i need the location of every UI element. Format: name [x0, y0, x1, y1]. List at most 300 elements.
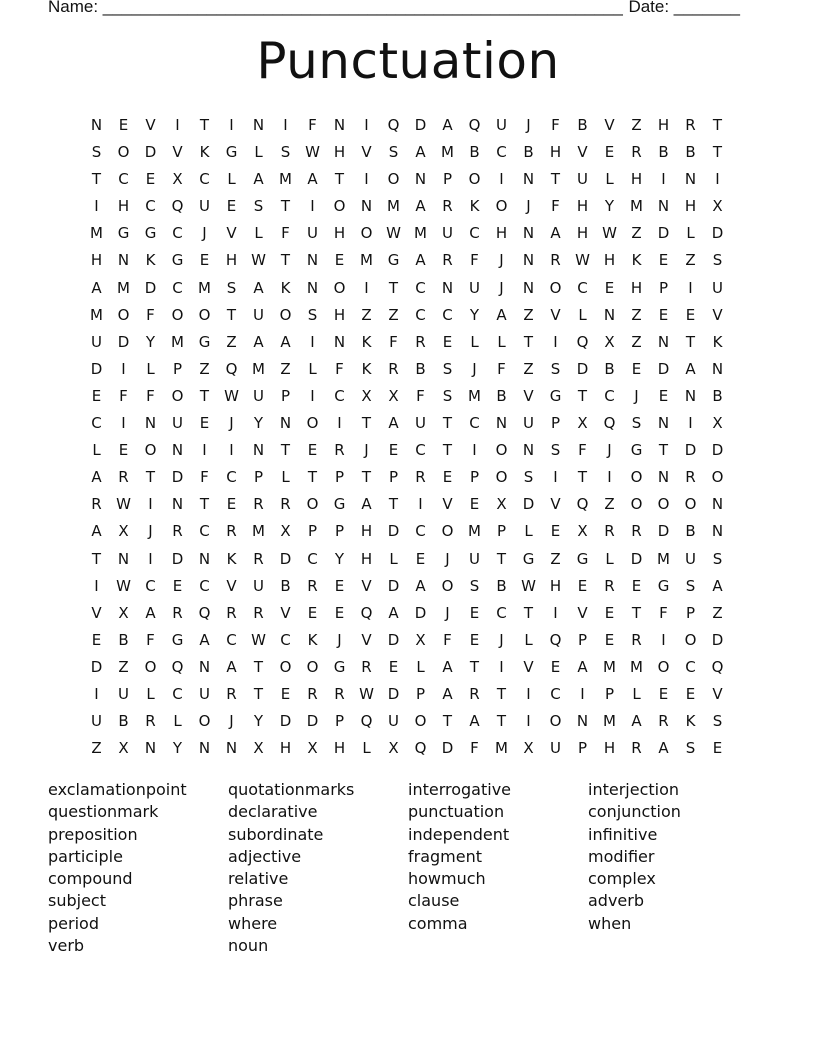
grid-letter[interactable]: O [657, 657, 670, 676]
grid-letter[interactable]: V [226, 224, 237, 243]
grid-letter[interactable]: R [469, 684, 480, 703]
grid-letter[interactable]: T [307, 468, 318, 487]
grid-letter[interactable]: H [333, 224, 346, 243]
grid-letter[interactable]: E [631, 576, 642, 595]
grid-letter[interactable]: U [388, 712, 399, 731]
grid-letter[interactable]: S [631, 414, 642, 433]
grid-letter[interactable]: K [307, 630, 318, 649]
grid-letter[interactable]: U [496, 116, 507, 134]
grid-letter[interactable]: G [333, 657, 346, 676]
grid-letter[interactable]: H [333, 143, 346, 162]
grid-letter[interactable]: R [442, 197, 453, 216]
grid-letter[interactable]: M [630, 197, 643, 216]
grid-letter[interactable]: T [658, 441, 669, 460]
grid-letter[interactable]: T [388, 278, 399, 297]
grid-letter[interactable]: C [226, 468, 237, 487]
grid-letter[interactable]: G [198, 332, 211, 351]
grid-letter[interactable]: C [307, 549, 318, 568]
grid-letter[interactable]: X [118, 739, 129, 758]
grid-letter[interactable]: V [550, 495, 561, 514]
grid-letter[interactable]: C [172, 278, 183, 297]
grid-letter[interactable]: E [469, 630, 480, 649]
grid-letter[interactable]: A [388, 603, 399, 622]
grid-letter[interactable]: Q [360, 712, 373, 731]
grid-letter[interactable]: D [144, 143, 157, 162]
grid-letter[interactable]: T [631, 603, 642, 622]
grid-letter[interactable]: I [661, 630, 666, 649]
grid-letter[interactable]: F [551, 197, 560, 216]
grid-letter[interactable]: T [388, 495, 399, 514]
grid-letter[interactable]: W [386, 224, 401, 243]
grid-letter[interactable]: U [685, 549, 696, 568]
grid-letter[interactable]: Z [631, 224, 642, 243]
grid-letter[interactable]: L [146, 359, 155, 378]
grid-letter[interactable]: A [415, 143, 426, 162]
grid-letter[interactable]: N [198, 657, 211, 676]
grid-letter[interactable]: O [630, 468, 643, 487]
grid-letter[interactable]: Q [576, 332, 589, 351]
grid-letter[interactable]: Z [388, 305, 399, 324]
grid-letter[interactable]: S [91, 143, 102, 162]
grid-letter[interactable]: P [685, 603, 696, 622]
grid-letter[interactable]: X [496, 495, 507, 514]
grid-letter[interactable]: Q [414, 739, 427, 758]
grid-letter[interactable]: L [281, 468, 290, 487]
grid-letter[interactable]: E [604, 278, 615, 297]
grid-letter[interactable]: K [631, 251, 642, 270]
grid-letter[interactable]: H [576, 197, 589, 216]
grid-letter[interactable]: L [524, 522, 533, 541]
grid-letter[interactable]: E [388, 441, 399, 460]
grid-letter[interactable]: C [415, 522, 426, 541]
grid-letter[interactable]: I [499, 170, 504, 189]
grid-letter[interactable]: K [361, 359, 372, 378]
grid-letter[interactable]: P [253, 468, 264, 487]
grid-letter[interactable]: G [387, 251, 400, 270]
grid-letter[interactable]: C [172, 684, 183, 703]
grid-letter[interactable]: J [445, 603, 450, 622]
grid-letter[interactable]: T [199, 495, 210, 514]
grid-letter[interactable]: L [308, 359, 317, 378]
grid-letter[interactable]: R [253, 549, 264, 568]
grid-letter[interactable]: I [310, 332, 315, 351]
grid-letter[interactable]: V [577, 603, 588, 622]
grid-letter[interactable]: G [144, 224, 157, 243]
grid-letter[interactable]: D [711, 224, 724, 243]
grid-letter[interactable]: T [280, 197, 291, 216]
grid-letter[interactable]: V [361, 143, 372, 162]
grid-letter[interactable]: M [90, 224, 103, 243]
grid-letter[interactable]: J [472, 359, 477, 378]
grid-letter[interactable]: Q [387, 116, 400, 134]
grid-letter[interactable]: L [605, 549, 614, 568]
grid-letter[interactable]: V [172, 143, 183, 162]
grid-letter[interactable]: I [499, 657, 504, 676]
grid-letter[interactable]: P [334, 522, 345, 541]
grid-letter[interactable]: D [522, 495, 535, 514]
grid-letter[interactable]: O [144, 441, 157, 460]
grid-letter[interactable]: L [416, 657, 425, 676]
grid-letter[interactable]: R [253, 495, 264, 514]
grid-letter[interactable]: P [658, 278, 669, 297]
grid-letter[interactable]: Z [226, 332, 237, 351]
grid-letter[interactable]: B [496, 386, 507, 405]
grid-letter[interactable]: N [90, 116, 103, 134]
grid-letter[interactable]: I [580, 684, 585, 703]
grid-letter[interactable]: I [229, 441, 234, 460]
grid-letter[interactable]: A [91, 522, 102, 541]
grid-letter[interactable]: Q [576, 495, 589, 514]
grid-letter[interactable]: T [226, 305, 237, 324]
grid-letter[interactable]: E [685, 684, 696, 703]
grid-letter[interactable]: Y [469, 305, 480, 324]
grid-letter[interactable]: X [523, 739, 534, 758]
grid-letter[interactable]: P [442, 170, 453, 189]
grid-letter[interactable]: O [360, 224, 373, 243]
grid-letter[interactable]: U [118, 684, 129, 703]
grid-letter[interactable]: I [148, 549, 153, 568]
grid-letter[interactable]: D [171, 549, 184, 568]
grid-letter[interactable]: F [281, 224, 290, 243]
grid-letter[interactable]: F [389, 332, 398, 351]
grid-letter[interactable]: F [470, 251, 479, 270]
grid-letter[interactable]: L [92, 441, 101, 460]
grid-letter[interactable]: V [361, 630, 372, 649]
grid-letter[interactable]: A [307, 170, 318, 189]
grid-letter[interactable]: N [657, 332, 670, 351]
grid-letter[interactable]: C [415, 278, 426, 297]
grid-letter[interactable]: P [550, 414, 561, 433]
grid-letter[interactable]: Q [198, 603, 211, 622]
grid-letter[interactable]: V [577, 143, 588, 162]
grid-letter[interactable]: F [146, 305, 155, 324]
grid-letter[interactable]: V [442, 495, 453, 514]
grid-letter[interactable]: L [254, 224, 263, 243]
grid-letter[interactable]: X [361, 386, 372, 405]
grid-letter[interactable]: J [364, 441, 369, 460]
grid-letter[interactable]: A [685, 359, 696, 378]
grid-letter[interactable]: M [252, 359, 265, 378]
grid-letter[interactable]: W [116, 576, 131, 595]
grid-letter[interactable]: D [171, 468, 184, 487]
grid-letter[interactable]: G [522, 549, 535, 568]
grid-letter[interactable]: A [442, 684, 453, 703]
grid-letter[interactable]: N [657, 197, 670, 216]
grid-letter[interactable]: A [550, 224, 561, 243]
grid-letter[interactable]: N [198, 549, 211, 568]
grid-letter[interactable]: D [576, 359, 589, 378]
grid-letter[interactable]: B [685, 143, 696, 162]
grid-letter[interactable]: U [442, 224, 453, 243]
grid-letter[interactable]: O [549, 712, 562, 731]
grid-letter[interactable]: N [684, 386, 697, 405]
grid-letter[interactable]: E [334, 576, 345, 595]
grid-letter[interactable]: M [630, 657, 643, 676]
grid-letter[interactable]: E [550, 657, 561, 676]
grid-letter[interactable]: C [496, 143, 507, 162]
grid-letter[interactable]: H [279, 739, 292, 758]
grid-letter[interactable]: X [118, 522, 129, 541]
grid-letter[interactable]: R [307, 684, 318, 703]
grid-letter[interactable]: E [145, 170, 156, 189]
grid-letter[interactable]: Z [280, 359, 291, 378]
grid-letter[interactable]: N [684, 170, 697, 189]
grid-letter[interactable]: I [94, 197, 99, 216]
grid-letter[interactable]: E [658, 386, 669, 405]
grid-letter[interactable]: E [712, 739, 723, 758]
grid-letter[interactable]: D [657, 359, 670, 378]
grid-letter[interactable]: U [253, 386, 264, 405]
grid-letter[interactable]: T [145, 468, 156, 487]
grid-letter[interactable]: R [442, 251, 453, 270]
grid-letter[interactable]: U [199, 197, 210, 216]
grid-letter[interactable]: I [661, 170, 666, 189]
grid-letter[interactable]: I [526, 712, 531, 731]
grid-letter[interactable]: U [307, 224, 318, 243]
grid-letter[interactable]: H [630, 278, 643, 297]
grid-letter[interactable]: G [630, 441, 643, 460]
grid-letter[interactable]: N [522, 170, 535, 189]
grid-letter[interactable]: I [310, 386, 315, 405]
grid-letter[interactable]: E [631, 359, 642, 378]
grid-letter[interactable]: A [469, 712, 480, 731]
grid-letter[interactable]: S [550, 441, 561, 460]
grid-letter[interactable]: B [577, 116, 588, 134]
grid-letter[interactable]: X [388, 386, 399, 405]
grid-letter[interactable]: T [91, 170, 102, 189]
grid-letter[interactable]: E [550, 522, 561, 541]
grid-letter[interactable]: W [602, 224, 617, 243]
grid-letter[interactable]: Z [199, 359, 210, 378]
grid-letter[interactable]: N [657, 414, 670, 433]
grid-letter[interactable]: C [415, 441, 426, 460]
grid-letter[interactable]: W [116, 495, 131, 514]
grid-letter[interactable]: Y [604, 197, 615, 216]
grid-letter[interactable]: M [603, 712, 616, 731]
grid-letter[interactable]: O [117, 143, 130, 162]
grid-letter[interactable]: T [442, 441, 453, 460]
grid-letter[interactable]: I [229, 116, 234, 134]
grid-letter[interactable]: K [199, 143, 210, 162]
grid-letter[interactable]: J [607, 441, 612, 460]
grid-letter[interactable]: K [469, 197, 480, 216]
grid-letter[interactable]: T [442, 414, 453, 433]
grid-letter[interactable]: N [522, 441, 535, 460]
grid-letter[interactable]: R [226, 603, 237, 622]
grid-letter[interactable]: V [523, 657, 534, 676]
grid-letter[interactable]: A [415, 197, 426, 216]
grid-letter[interactable]: J [202, 224, 207, 243]
grid-letter[interactable]: R [415, 468, 426, 487]
grid-letter[interactable]: B [604, 359, 615, 378]
grid-letter[interactable]: U [253, 576, 264, 595]
grid-letter[interactable]: X [118, 603, 129, 622]
grid-letter[interactable]: O [144, 657, 157, 676]
grid-letter[interactable]: W [575, 251, 590, 270]
grid-letter[interactable]: H [576, 224, 589, 243]
grid-letter[interactable]: F [578, 441, 587, 460]
grid-letter[interactable]: O [171, 386, 184, 405]
grid-letter[interactable]: Q [225, 359, 238, 378]
grid-letter[interactable]: T [496, 549, 507, 568]
grid-letter[interactable]: N [522, 224, 535, 243]
grid-letter[interactable]: N [117, 251, 130, 270]
grid-letter[interactable]: H [225, 251, 238, 270]
grid-letter[interactable]: H [90, 251, 103, 270]
grid-letter[interactable]: I [688, 414, 693, 433]
grid-letter[interactable]: A [577, 657, 588, 676]
grid-letter[interactable]: C [442, 305, 453, 324]
grid-letter[interactable]: L [227, 170, 236, 189]
grid-letter[interactable]: T [523, 603, 534, 622]
grid-letter[interactable]: N [711, 359, 724, 378]
grid-letter[interactable]: D [657, 224, 670, 243]
grid-letter[interactable]: V [91, 603, 102, 622]
grid-letter[interactable]: K [145, 251, 156, 270]
grid-letter[interactable]: G [117, 224, 130, 243]
grid-letter[interactable]: P [307, 522, 318, 541]
grid-letter[interactable]: T [361, 414, 372, 433]
grid-letter[interactable]: V [523, 386, 534, 405]
grid-letter[interactable]: D [414, 116, 427, 134]
grid-letter[interactable]: O [495, 197, 508, 216]
grid-letter[interactable]: H [333, 305, 346, 324]
grid-letter[interactable]: B [658, 143, 669, 162]
grid-letter[interactable]: I [715, 170, 720, 189]
grid-letter[interactable]: L [173, 712, 182, 731]
grid-letter[interactable]: R [631, 739, 642, 758]
grid-letter[interactable]: T [712, 143, 723, 162]
grid-letter[interactable]: V [361, 576, 372, 595]
grid-letter[interactable]: R [604, 576, 615, 595]
grid-letter[interactable]: R [658, 712, 669, 731]
grid-letter[interactable]: N [576, 712, 589, 731]
grid-letter[interactable]: K [226, 549, 237, 568]
grid-letter[interactable]: M [117, 278, 130, 297]
grid-letter[interactable]: I [553, 603, 558, 622]
grid-letter[interactable]: Y [253, 712, 264, 731]
grid-letter[interactable]: T [685, 332, 696, 351]
grid-letter[interactable]: K [361, 332, 372, 351]
grid-letter[interactable]: G [171, 251, 184, 270]
grid-letter[interactable]: N [171, 495, 184, 514]
grid-letter[interactable]: R [631, 630, 642, 649]
grid-letter[interactable]: L [632, 684, 641, 703]
grid-letter[interactable]: T [91, 549, 102, 568]
grid-letter[interactable]: W [521, 576, 536, 595]
grid-letter[interactable]: F [551, 116, 560, 134]
grid-letter[interactable]: M [171, 332, 184, 351]
grid-letter[interactable]: T [712, 116, 723, 134]
grid-letter[interactable]: P [334, 712, 345, 731]
grid-letter[interactable]: W [224, 386, 239, 405]
grid-letter[interactable]: F [308, 116, 317, 134]
grid-letter[interactable]: I [364, 278, 369, 297]
grid-letter[interactable]: O [117, 305, 130, 324]
grid-letter[interactable]: C [496, 603, 507, 622]
grid-letter[interactable]: I [121, 414, 126, 433]
grid-letter[interactable]: X [577, 414, 588, 433]
grid-letter[interactable]: M [495, 739, 508, 758]
grid-letter[interactable]: Q [711, 657, 724, 676]
grid-letter[interactable]: E [91, 386, 102, 405]
grid-letter[interactable]: Z [361, 305, 372, 324]
grid-letter[interactable]: R [415, 332, 426, 351]
grid-letter[interactable]: E [604, 603, 615, 622]
grid-letter[interactable]: J [337, 630, 342, 649]
grid-letter[interactable]: C [145, 576, 156, 595]
grid-letter[interactable]: O [630, 495, 643, 514]
grid-letter[interactable]: V [712, 305, 723, 324]
grid-letter[interactable]: E [118, 116, 129, 134]
grid-letter[interactable]: N [603, 305, 616, 324]
grid-letter[interactable]: F [200, 468, 209, 487]
grid-letter[interactable]: P [604, 684, 615, 703]
grid-letter[interactable]: C [334, 386, 345, 405]
grid-letter[interactable]: E [334, 251, 345, 270]
grid-letter[interactable]: E [469, 603, 480, 622]
grid-letter[interactable]: N [360, 197, 373, 216]
grid-letter[interactable]: Z [631, 305, 642, 324]
grid-letter[interactable]: I [364, 116, 369, 134]
grid-letter[interactable]: T [199, 116, 210, 134]
grid-letter[interactable]: T [442, 712, 453, 731]
grid-letter[interactable]: Y [253, 414, 264, 433]
grid-letter[interactable]: I [175, 116, 180, 134]
grid-letter[interactable]: G [225, 143, 238, 162]
grid-letter[interactable]: B [118, 630, 129, 649]
grid-letter[interactable]: X [712, 197, 723, 216]
grid-letter[interactable]: V [280, 603, 291, 622]
grid-letter[interactable]: G [171, 630, 184, 649]
grid-letter[interactable]: A [145, 603, 156, 622]
grid-letter[interactable]: N [522, 278, 535, 297]
grid-letter[interactable]: M [279, 170, 292, 189]
grid-letter[interactable]: A [442, 116, 453, 134]
grid-letter[interactable]: E [658, 684, 669, 703]
grid-letter[interactable]: I [337, 414, 342, 433]
grid-letter[interactable]: W [251, 630, 266, 649]
grid-letter[interactable]: H [657, 116, 670, 134]
grid-letter[interactable]: J [499, 278, 504, 297]
grid-letter[interactable]: P [415, 684, 426, 703]
grid-letter[interactable]: X [172, 170, 183, 189]
grid-letter[interactable]: D [657, 522, 670, 541]
grid-letter[interactable]: F [335, 359, 344, 378]
grid-letter[interactable]: L [524, 630, 533, 649]
grid-letter[interactable]: E [415, 549, 426, 568]
grid-letter[interactable]: A [658, 739, 669, 758]
grid-letter[interactable]: M [657, 549, 670, 568]
grid-letter[interactable]: R [361, 657, 372, 676]
grid-letter[interactable]: J [526, 116, 531, 134]
grid-letter[interactable]: E [388, 657, 399, 676]
grid-letter[interactable]: E [226, 197, 237, 216]
grid-letter[interactable]: R [280, 495, 291, 514]
grid-letter[interactable]: D [117, 332, 130, 351]
grid-letter[interactable]: N [117, 549, 130, 568]
grid-letter[interactable]: K [685, 712, 696, 731]
grid-letter[interactable]: O [198, 305, 211, 324]
grid-letter[interactable]: T [361, 468, 372, 487]
grid-letter[interactable]: L [470, 332, 479, 351]
grid-letter[interactable]: I [364, 170, 369, 189]
grid-letter[interactable]: J [499, 630, 504, 649]
grid-letter[interactable]: T [550, 170, 561, 189]
grid-letter[interactable]: C [199, 170, 210, 189]
grid-letter[interactable]: S [442, 359, 453, 378]
grid-letter[interactable]: F [443, 630, 452, 649]
